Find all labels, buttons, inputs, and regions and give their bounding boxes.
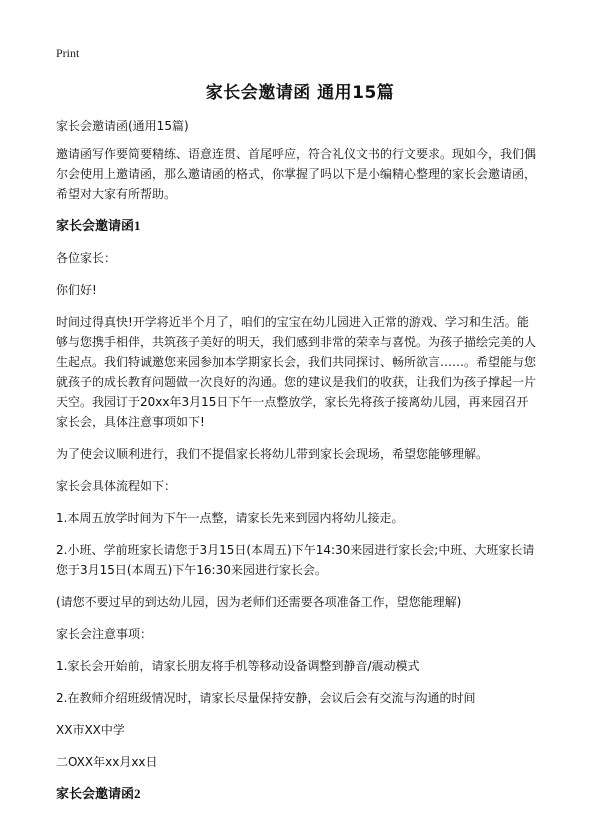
signature-date: 二OXX年xx月xx日: [56, 755, 158, 769]
process-item-2: 2.小班、学前班家长请您于3月15日(本周五)下午14:30来园进行家长会;中班、大班家长请您于3月15日(本周五)下午16:30来园进行家长会。: [56, 543, 535, 577]
paragraph-2: 为了使会议顺利进行，我们不提倡家长将幼儿带到家长会现场，希望您能够理解。: [56, 447, 489, 461]
notice-heading: 家长会注意事项：: [56, 627, 153, 641]
document-body: [56, 116, 536, 804]
subtitle: 家长会邀请函(通用15篇): [56, 119, 189, 133]
document-title: 家长会邀请函 通用15篇: [205, 83, 395, 103]
print-link[interactable]: Print: [56, 46, 80, 60]
process-note: (请您不要过早的到达幼儿园，因为老师们还需要各项准备工作，望您能理解): [56, 595, 462, 609]
process-item-1: 1.本周五放学时间为下午一点整，请家长先来到园内将幼儿接走。: [56, 511, 404, 525]
notice-item-1: 1.家长会开始前，请家长朋友将手机等移动设备调整到静音/震动模式: [56, 659, 420, 673]
notice-item-2: 2.在教师介绍班级情况时，请家长尽量保持安静，会议后会有交流与沟通的时间: [56, 691, 476, 705]
greeting: 你们好!: [56, 283, 97, 297]
section-1-heading: 家长会邀请函1: [56, 218, 141, 233]
signature-school: XX市XX中学: [56, 723, 125, 737]
process-heading: 家长会具体流程如下：: [56, 479, 177, 493]
intro-paragraph: 邀请函写作要简要精练、语意连贯、首尾呼应，符合礼仪文书的行文要求。现如今，我们偶尔会使用上邀请函，那么邀请函的格式，你掌握了吗以下是小编精心整理的家长会邀请函，希望对大家有所帮助。: [56, 147, 537, 201]
salutation: 各位家长：: [56, 251, 117, 265]
section-2-heading: 家长会邀请函2: [56, 786, 141, 801]
paragraph-1: 时间过得真快!开学将近半个月了，咱们的宝宝在幼儿园进入正常的游戏、学习和生活。能够与您携手相伴，共筑孩子美好的明天，我们感到非常的荣幸与喜悦。为孩子描绘完美的人生起点。我们特诚邀您来园参加本学期家长会，我们共同探讨、畅所欲言……。希望能与您就孩子的成长教育问题做一次良好的沟通。您的建议是我们的收获，让我们为孩子撑起一片天空。我园订于20xx年3月15日下午一点整放学，家长先将孩子接离幼儿园，再来园召开家长会，具体注意事项如下!: [56, 315, 537, 429]
